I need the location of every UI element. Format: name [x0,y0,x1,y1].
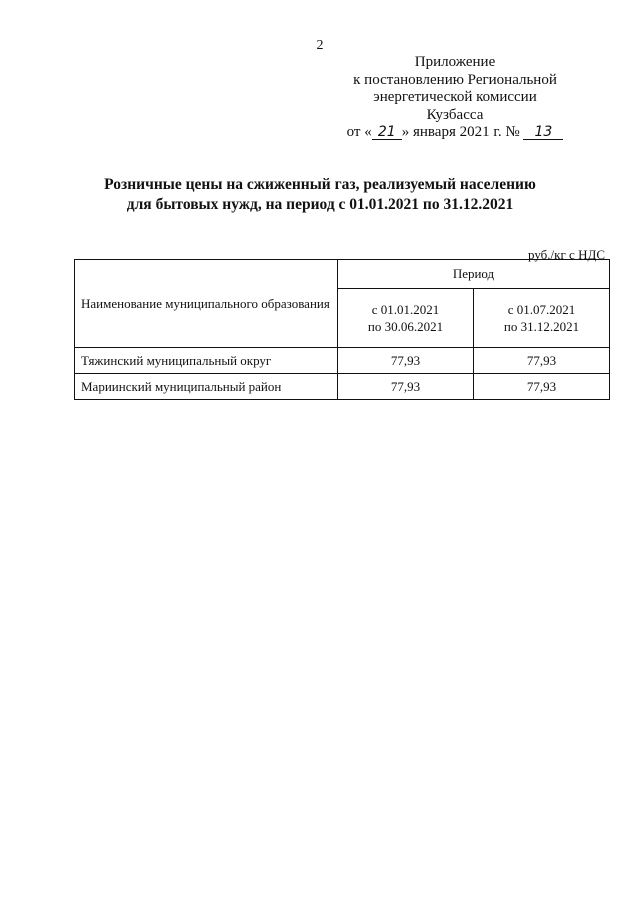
period-1-to: по 30.06.2021 [367,319,444,334]
period-header-2 [474,289,610,348]
price-cell: 77,93 [474,348,610,374]
municipality-name: Тяжинский муниципальный округ [75,348,338,374]
period-1-from: с 01.01.2021 [371,302,440,317]
table-row [75,374,610,400]
appendix-line-commission: энергетической комиссии [373,89,537,105]
period-header-1 [338,289,474,348]
price-table [74,259,610,400]
date-prefix: от « [346,124,372,140]
appendix-date-line [330,124,580,142]
price-cell: 77,93 [474,374,610,400]
table-row [75,348,610,374]
period-2-to: по 31.12.2021 [503,319,580,334]
doc-number-handwritten: 13 [523,125,563,140]
document-title [0,175,640,215]
appendix-title: Приложение [414,54,496,70]
date-day-handwritten: 21 [372,125,402,140]
appendix-block [330,54,580,142]
page-number: 2 [316,38,324,53]
title-line-1: Розничные цены на сжиженный газ, реализуемый населению [104,176,536,193]
price-cell: 77,93 [338,374,474,400]
price-cell: 77,93 [338,348,474,374]
appendix-line-resolution: к постановлению Региональной [353,71,557,88]
table-header-row [75,260,610,289]
header-municipality: Наименование муниципального образования [75,260,338,348]
unit-label: руб./кг с НДС [528,247,605,262]
title-line-2: для бытовых нужд, на период с 01.01.2021 по 31.12.2021 [126,196,514,213]
header-period: Период [338,260,610,289]
appendix-line-region: Кузбасса [426,106,484,123]
municipality-name: Мариинский муниципальный район [75,374,338,400]
period-2-from: с 01.07.2021 [507,302,576,317]
date-suffix: » января 2021 г. № [401,124,520,140]
